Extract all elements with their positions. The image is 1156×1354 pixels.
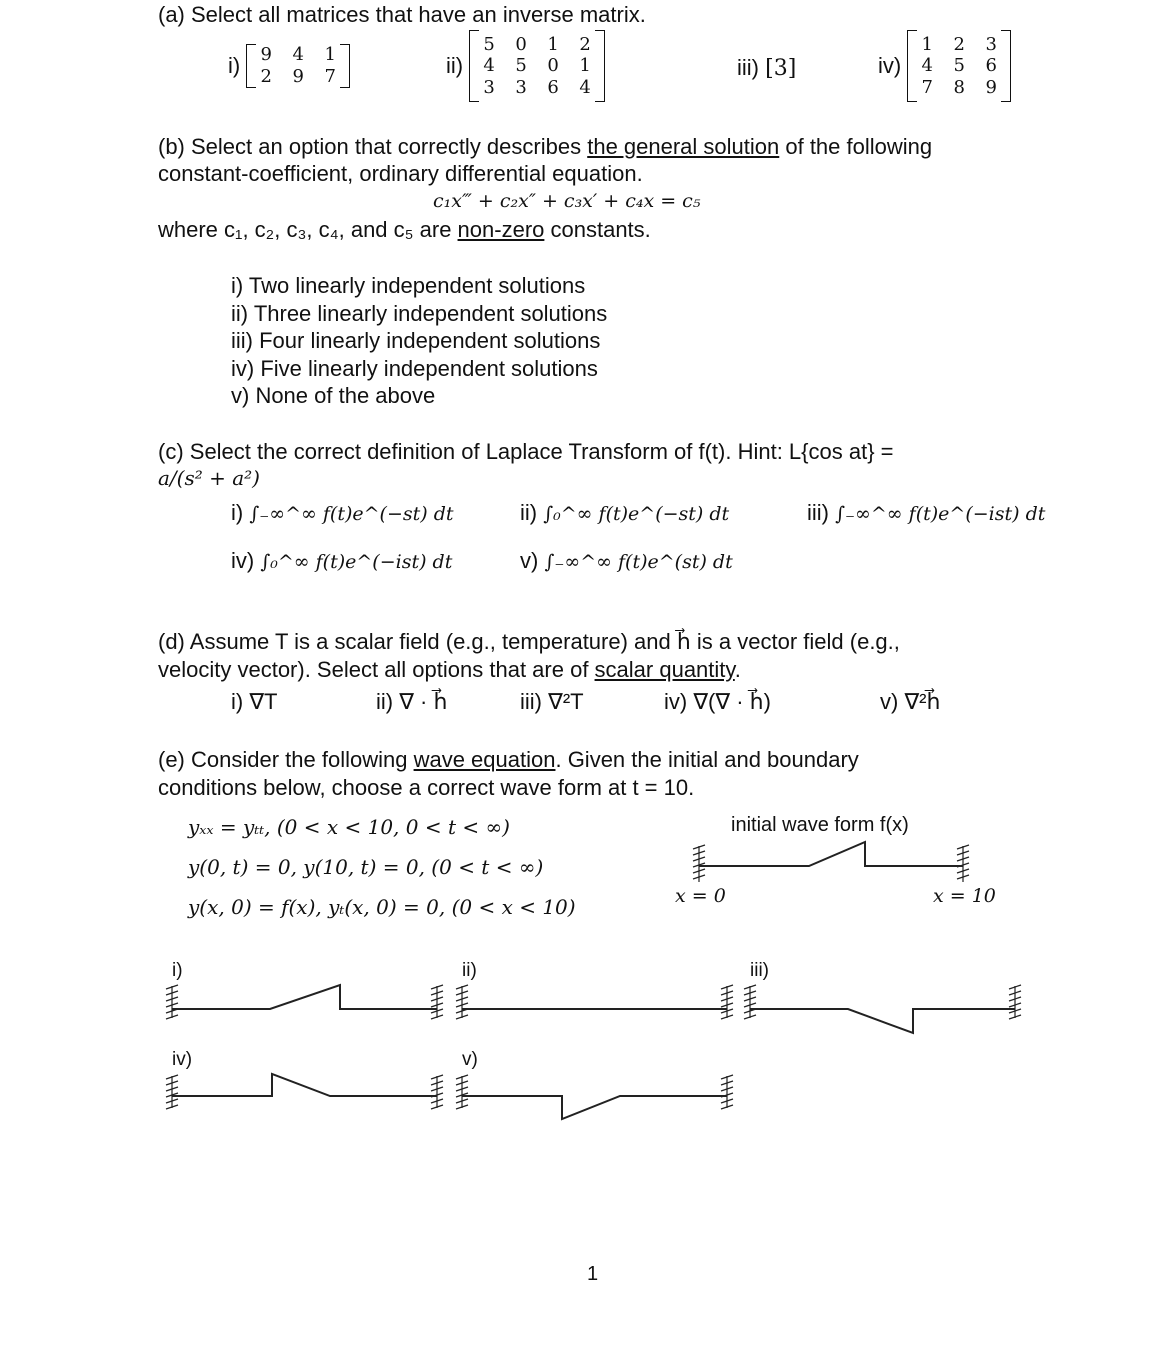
wave-option-iii[interactable] bbox=[744, 985, 1021, 1033]
option-i[interactable]: i) Two linearly independent solutions bbox=[231, 273, 586, 298]
wave-option-iv-label: iv) bbox=[172, 1049, 193, 1070]
matrix-cell: 6 bbox=[547, 76, 559, 98]
initial-conditions: y(x, 0) = f(x), yₜ(x, 0) = 0, (0 < x < 10) bbox=[188, 895, 576, 919]
where-text: where c₁, c₂, c₃, c₄, and c₅ are bbox=[158, 217, 458, 242]
where-text: constants. bbox=[544, 217, 651, 242]
matrix-cell: 9 bbox=[985, 76, 997, 98]
prompt-text: (b) Select an option that correctly describes bbox=[158, 134, 588, 159]
matrix-option-iv[interactable] bbox=[878, 30, 1011, 102]
matrix-cell: 5 bbox=[515, 55, 527, 77]
part-b-prompt-line2: constant-coefficient, ordinary differential equation. bbox=[158, 161, 643, 186]
option-label: iii) bbox=[737, 55, 759, 80]
laplace-option-v[interactable] bbox=[520, 548, 733, 574]
right-bracket bbox=[595, 30, 605, 102]
part-b-options bbox=[231, 272, 607, 410]
matrix-cell: 9 bbox=[260, 44, 272, 66]
option-iv[interactable]: iv) Five linearly independent solutions bbox=[231, 355, 598, 381]
matrix-cell: 1 bbox=[579, 55, 591, 77]
part-e-prompt-line2: conditions below, choose a correct wave form at t = 10. bbox=[158, 775, 695, 800]
option-label: iv) bbox=[231, 548, 255, 573]
prompt-text: . Given the initial and boundary bbox=[555, 747, 859, 772]
matrix-cell: 4 bbox=[579, 76, 591, 98]
laplace-option-iv[interactable] bbox=[231, 548, 452, 574]
underlined-text: the general solution bbox=[587, 134, 780, 159]
ode-equation: c₁x‴ + c₂x″ + c₃x′ + c₄x = c₅ bbox=[433, 190, 701, 212]
laplace-option-iii[interactable] bbox=[807, 500, 1045, 526]
matrix-cell: 0 bbox=[515, 33, 527, 55]
matrix-cell: 2 bbox=[579, 33, 591, 55]
wave-option-i-label: i) bbox=[172, 960, 183, 981]
matrix-cell: 6 bbox=[985, 55, 997, 77]
matrix-option-i[interactable] bbox=[228, 44, 350, 88]
wave-option-v-label: v) bbox=[462, 1049, 478, 1070]
option-label: iv) bbox=[878, 53, 902, 78]
prompt-text: (e) Consider the following bbox=[158, 747, 414, 772]
left-bracket bbox=[469, 30, 479, 102]
initial-wave-curve bbox=[699, 842, 963, 866]
matrix-cell: 4 bbox=[483, 55, 495, 77]
option-label: i) bbox=[228, 53, 241, 78]
initial-wave-label: initial wave form f(x) bbox=[731, 814, 909, 836]
underlined-text: scalar quantity bbox=[594, 657, 735, 682]
vector-option-v[interactable]: v) ∇²h⃗ bbox=[880, 689, 941, 714]
matrix-cell: 7 bbox=[324, 66, 336, 87]
left-bracket bbox=[246, 44, 256, 88]
matrix-cell: 7 bbox=[921, 76, 933, 98]
x0-label: x = 0 bbox=[675, 885, 726, 907]
right-bracket bbox=[1001, 30, 1011, 102]
matrix-cell: 0 bbox=[547, 55, 559, 77]
matrix-cell: 2 bbox=[953, 33, 965, 55]
option-label: v) bbox=[520, 548, 539, 573]
page-number: 1 bbox=[587, 1263, 599, 1285]
matrix-cell: 3 bbox=[483, 76, 495, 98]
wave-option-iii-label: iii) bbox=[750, 960, 769, 981]
integral-expression: ∫₀^∞ f(t)e^(−ist) dt bbox=[260, 551, 453, 573]
part-d-prompt: (d) Assume T is a scalar field (e.g., temperature) and h⃗ is a vector field (e.g., bbox=[158, 629, 900, 654]
matrix-cell: 4 bbox=[921, 55, 933, 77]
wave-option-ii[interactable] bbox=[456, 985, 733, 1019]
boundary-conditions: y(0, t) = 0, y(10, t) = 0, (0 < t < ∞) bbox=[188, 855, 544, 879]
vector-option-i[interactable]: i) ∇T bbox=[231, 689, 278, 714]
left-support-hatch bbox=[693, 845, 705, 882]
vector-option-ii[interactable]: ii) ∇ · h⃗ bbox=[376, 689, 448, 714]
laplace-option-ii[interactable] bbox=[520, 500, 729, 526]
option-label: iii) bbox=[807, 500, 829, 525]
underlined-text: non-zero bbox=[457, 217, 545, 242]
laplace-option-i[interactable] bbox=[231, 500, 454, 526]
matrix-cell: 3 bbox=[985, 33, 997, 55]
matrix-cell: 4 bbox=[292, 44, 304, 66]
part-a-prompt: (a) Select all matrices that have an inverse matrix. bbox=[158, 2, 646, 27]
part-e-prompt bbox=[158, 747, 859, 773]
scalar-matrix: [3] bbox=[765, 56, 797, 81]
right-support-hatch bbox=[957, 845, 969, 882]
part-b-where bbox=[158, 217, 651, 243]
matrix-cell: 1 bbox=[324, 44, 336, 66]
part-c-prompt: (c) Select the correct definition of Laplace Transform of f(t). Hint: L{cos at} = bbox=[158, 439, 894, 464]
underlined-text: wave equation bbox=[413, 747, 556, 772]
matrix-cell: 5 bbox=[483, 33, 495, 55]
wave-option-ii-label: ii) bbox=[462, 960, 477, 981]
x10-label: x = 10 bbox=[933, 885, 996, 907]
matrix-cell: 2 bbox=[260, 66, 272, 87]
matrix-cell: 3 bbox=[515, 76, 527, 98]
matrix-body bbox=[917, 34, 1001, 99]
vector-option-iii[interactable]: iii) ∇²T bbox=[520, 689, 584, 714]
prompt-text: . bbox=[734, 657, 741, 682]
option-ii[interactable]: ii) Three linearly independent solutions bbox=[231, 300, 608, 326]
left-bracket bbox=[907, 30, 917, 102]
option-v[interactable]: v) None of the above bbox=[231, 383, 436, 408]
wave-option-v[interactable] bbox=[456, 1075, 733, 1119]
matrix-cell: 1 bbox=[547, 33, 559, 55]
prompt-text: velocity vector). Select all options that are of bbox=[158, 657, 595, 682]
wave-option-iv[interactable] bbox=[166, 1074, 443, 1109]
matrix-option-iii[interactable] bbox=[737, 55, 796, 82]
option-label: ii) bbox=[446, 53, 464, 78]
matrix-cell: 8 bbox=[953, 76, 965, 98]
matrix-cell: 5 bbox=[953, 55, 965, 77]
part-d-prompt-line2 bbox=[158, 657, 741, 683]
matrix-cell: 9 bbox=[292, 66, 304, 87]
matrix-body bbox=[256, 44, 340, 87]
integral-expression: ∫₋∞^∞ f(t)e^(st) dt bbox=[544, 551, 733, 573]
integral-expression: ∫₀^∞ f(t)e^(−st) dt bbox=[543, 503, 730, 525]
right-bracket bbox=[340, 44, 350, 88]
matrix-option-ii[interactable] bbox=[446, 30, 605, 102]
wave-equation: yₓₓ = yₜₜ, (0 < x < 10, 0 < t < ∞) bbox=[188, 815, 510, 839]
integral-expression: ∫₋∞^∞ f(t)e^(−ist) dt bbox=[835, 503, 1046, 525]
integral-expression: ∫₋∞^∞ f(t)e^(−st) dt bbox=[249, 503, 454, 525]
option-iii[interactable]: iii) Four linearly independent solutions bbox=[231, 328, 601, 353]
matrix-cell: 1 bbox=[921, 33, 933, 55]
option-label: i) bbox=[231, 500, 244, 525]
part-b-prompt bbox=[158, 134, 932, 160]
wave-option-i[interactable] bbox=[166, 985, 443, 1019]
prompt-text: of the following bbox=[779, 134, 933, 159]
matrix-body bbox=[479, 34, 595, 99]
part-c-prompt-line2: a/(s² + a²) bbox=[158, 466, 260, 490]
vector-option-iv[interactable]: iv) ∇(∇ · h⃗) bbox=[664, 689, 771, 714]
option-label: ii) bbox=[520, 500, 538, 525]
